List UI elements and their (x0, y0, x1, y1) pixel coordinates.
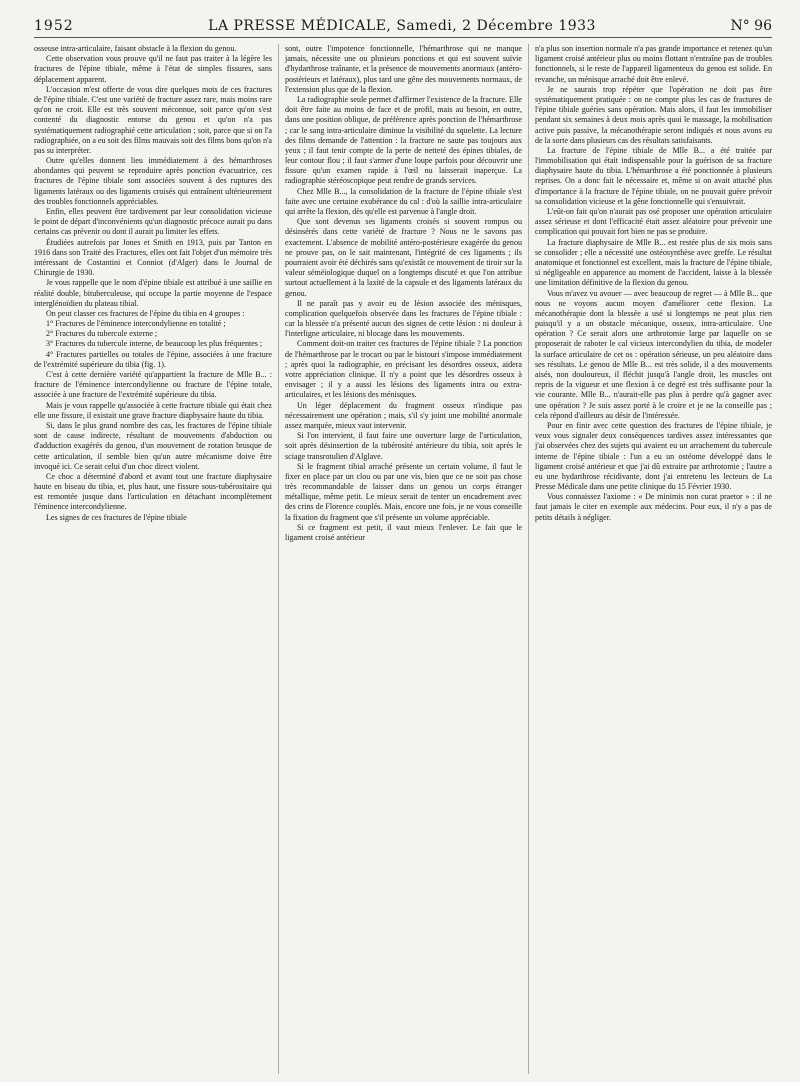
paragraph: Ce choc a déterminé d'abord et avant tout une fracture diaphysaire haute en biseau du tibia, et, plus haut, une fissure sous-tubérositaire qui est remontée jusque dans l'articulation en détachant incomplètement l'éminence intercondylienne. (34, 471, 272, 512)
column-middle (278, 44, 522, 1074)
paragraph: Si le fragment tibial arraché présente un certain volume, il faut le fixer en place par un clou ou par une vis, bien que ce ne soit pas chose très recommandable de laisser dans un genou un corps étranger métallique, même petit. Le mieux serait de tenter un encadrement avec des crins de Florence couplés. Mais, encore une fois, je ne vous conseille la fixation du fragment que s'il présente un volume appréciable. (285, 461, 522, 522)
paragraph: Enfin, elles peuvent être tardivement par leur consolidation vicieuse le point de départ d'inconvénients qu'un diagnostic précoce aurait pu dans certains cas prévenir ou dont il aurait pu limiter les effets. (34, 207, 272, 237)
paragraph: On peut classer ces fractures de l'épine du tibia en 4 groupes : (46, 308, 245, 318)
paragraph: La radiographie seule permet d'affirmer l'existence de la fracture. Elle doit être faite au moins de face et de profil, mais au besoin, en outre, dans une position oblique, de préférence après ponction de l'hémarthrose ; car le sang intra-articulaire diminue la visibilité du squelette. La lecture des films demande de l'attention : la fracture ne saute pas toujours aux yeux ; il faut tenir compte de la perte de netteté des épines tibiales, de leur contour flou ; il faut s'armer d'une loupe parfois pour découvrir une fissure qu'un examen rapide à l'œil nu laisserait inaperçue. La radiographie stéréoscopique peut rendre de grands services. (285, 94, 522, 186)
paragraph: L'occasion m'est offerte de vous dire quelques mots de ces fractures de l'épine tibiale. C'est une variété de fracture assez rare, mais moins rare qu'on ne croit. Elle est très souvent méconnue, soit parce qu'on s'est contenté du diagnostic entorse du genou et qu'on n'a pas systématiquement radiographié cette articulation ; soit, parce que si on l'a radiographiée, on a eu soit des films mauvais soit des films bons qu'on n'a pas su interpréter. (34, 84, 272, 155)
paragraph: La fracture de l'épine tibiale de Mlle B... a été traitée par l'immobilisation qui était indispensable pour la guérison de sa fracture diaphysaire haute du tibia. L'hémarthrose a été ponctionnée à plusieurs reprises. On a donc fait le nécessaire et, même si on avait attaché plus d'importance à la fracture de l'épine tibiale, on ne pouvait guère prévoir sa consolidation vicieuse et la gêne fonctionnelle qui s'ensuivrait. (535, 145, 772, 206)
paragraph: Si, dans le plus grand nombre des cas, les fractures de l'épine tibiale sont de cause indirecte, résultant de mouvements d'abduction ou d'adduction exagérés du genou, d'un mouvement de rotation brusque de cette articulation, il semble bien qu'un autre mécanisme doive être invoqué ici. Ce serait celui d'un choc direct violent. (34, 420, 272, 471)
paragraph: Pour en finir avec cette question des fractures de l'épine tibiale, je veux vous signaler deux conséquences tardives assez intéressantes que j'ai observées chez des sujets qui avaient eu un arrachement du tubercule interne de l'épine tibiale : l'un a eu un ostéome développé dans le ligament croisé antérieur et que j'ai dû extraire par arthrotomie ; l'autre a eu une hydarthrose récidivante, dont j'ai entretenu les lecteurs de La Presse Médicale dans une petite clinique du 15 Février 1930. (535, 420, 772, 492)
paragraph: Si ce fragment est petit, il vaut mieux l'enlever. Le fait que le ligament croisé antérieur (285, 522, 522, 542)
paragraph: Cette observation vous prouve qu'il ne faut pas traiter à la légère les fractures de l'épine tibiale, même à l'état de simples fissures, sans déplacement apparent. (34, 54, 272, 84)
paragraph: La fracture diaphysaire de Mlle B... est restée plus de six mois sans se consolider ; elle a nécessité une ostéosynthèse avec greffe. Le résultat anatomique et fonctionnel est excellent, mais la fracture de l'épine tibiale, si négligeable en apparence au moment de l'accident, laisse à la blessée une limitation définitive de la flexion du genou. (535, 237, 772, 288)
page-year: 1952 (34, 18, 74, 34)
issue-number: N° 96 (730, 18, 772, 34)
paragraph: Je vous rappelle que le nom d'épine tibiale est attribué à une saillie en réalité double, bituberculeuse, qui occupe la partie moyenne de l'espace interglénoïdien du plateau tibial. (34, 278, 272, 308)
paragraph: Étudiées autrefois par Jones et Smith en 1913, puis par Tanton en 1916 dans son Traité des Fractures, elles ont fait l'objet d'un mémoire très intéressant de Costantini et Conniot (d'Alger) dans le Journal de Chirurgie de 1930. (34, 237, 272, 278)
paragraph: Chez Mlle B..., la consolidation de la fracture de l'épine tibiale s'est faite avec une certaine exubérance du cal : d'où la saillie intra-articulaire qui arrête la flexion, dès qu'elle est parvenue à l'angle droit. (285, 186, 522, 216)
paragraph: Vous m'avez vu avouer — avec beaucoup de regret — à Mlle B... que nous ne voyons aucun moyen d'améliorer cette flexion. La mécanothérapie dont la blessée a usé si longtemps ne peut plus rien puisqu'il y a un obstacle mécanique, osseux, intra-articulaire. Une opération ? Ce serait alors une arthrotomie large par laquelle on se proposerait de raboter le cal vicieux intercondylien du tibia, de modeler la surface articulaire de cet os : opération sérieuse, un peu aléatoire dans ses résultats. Le genou de Mlle B... est très solide, il a des mouvements aisés, non douloureux, il fléchit jusqu'à l'angle droit, les muscles ont repris de la vigueur et une flexion à ce degré est très suffisante pour la vie courante. Mlle B... n'aurait-elle pas plus à perdre qu'à gagner avec une opération ? Je suis assez porté à le croire et je ne la conseille pas ; cela répond d'ailleurs au désir de l'intéressée. (535, 288, 772, 420)
paragraph: 2° Fractures du tubercule externe ; (46, 329, 158, 339)
paragraph: Mais je vous rappelle qu'associée à cette fracture tibiale qui était chez elle une fissure, il existait une grave fracture diaphysaire haute du tibia. (34, 400, 272, 420)
article-columns (34, 44, 772, 1074)
paragraph: Vous connaissez l'axiome : « De minimis non curat praetor » : il ne faut jamais le citer en exemple aux médecins. Pour eux, il n'y a pas de petits détails à négliger. (535, 492, 772, 522)
paragraph: Si l'on intervient, il faut faire une ouverture large de l'articulation, soit après désinsertion de la tubérosité antérieure du tibia, soit après le sciage transrotulien d'Alglave. (285, 431, 522, 461)
paragraph: 4° Fractures partielles ou totales de l'épine, associées à une fracture de l'extrémité supérieure du tibia (fig. 1). (34, 349, 272, 369)
paragraph: Les signes de ces fractures de l'épine tibiale (46, 512, 187, 522)
paragraph: Outre qu'elles donnent lieu immédiatement à des hémarthroses abondantes qui peuvent se reproduire après ponction évacuatrice, ces fractures de l'épine tibiale sont associées souvent à des ruptures des ligaments latéraux ou des ligaments croisés qui entraînent ultérieurement des troubles fonctionnels appréciables. (34, 156, 272, 206)
paragraph: 3° Fractures du tubercule interne, de beaucoup les plus fréquentes ; (46, 339, 263, 349)
paragraph: osseuse intra-articulaire, faisant obstacle à la flexion du genou. (34, 44, 237, 53)
paragraph: Je ne saurais trop répéter que l'opération ne doit pas être systématiquement pratiquée : on ne compte plus les cas de fractures de l'épine tibiale guéries sans opération. Mais alors, il faut les immobiliser pendant six semaines à deux mois après quoi le massage, la mobilisation active puis passive, la mécanothérapie seront indiqués et nous avons eu de la sorte dans plusieurs cas des résultats satisfaisants. (535, 84, 772, 145)
paragraph: C'est à cette dernière variété qu'appartient la fracture de Mlle B... : fracture de l'éminence intercondylienne ou fracture de l'épine totale, associée à une fracture de l'extrémité supérieure du tibia. (34, 370, 272, 400)
column-right (528, 44, 772, 1074)
paragraph: Il ne paraît pas y avoir eu de lésion associée des ménisques, complication quelquefois observée dans les fractures de l'épine tibiale : car la blessée n'a présenté aucun des signes de cette lésion : ni douleur à l'interligne articulaire, ni blocage dans les mouvements. (285, 298, 522, 339)
column-left (34, 44, 272, 1074)
journal-title: LA PRESSE MÉDICALE, Samedi, 2 Décembre 1933 (208, 18, 596, 34)
paragraph: sont, outre l'impotence fonctionnelle, l'hémarthrose qui ne manque jamais, nécessite une ou plusieurs ponctions et qui est souvent suivie d'hydarthrose traînante, et la présence de mouvements anormaux (antéro-postérieurs et latéraux), plus tard une gêne des mouvements normaux, de l'extension plus que de la flexion. (285, 44, 522, 94)
paragraph: 1° Fractures de l'éminence intercondylienne en totalité ; (46, 319, 226, 329)
paragraph: Comment doit-on traiter ces fractures de l'épine tibiale ? La ponction de l'hémarthrose par le trocart ou par le bistouri s'impose immédiatement ; après quoi la radiographie, en précisant les désordres osseux, aidera votre appréciation clinique. Il n'y a point que les désordres osseux à envisager ; il y a aussi les lésions des ligaments intra ou extra-articulaires, et les lésions des ménisques. (285, 339, 522, 400)
paragraph: Un léger déplacement du fragment osseux n'indique pas nécessairement une opération ; mais, s'il s'y joint une mobilité anormale assez marquée, mieux vaut intervenir. (285, 400, 522, 430)
paragraph: n'a plus son insertion normale n'a pas grande importance et retenez qu'un ligament croisé antérieur plus ou moins flottant n'entraîne pas de troubles fonctionnels, si le reste de l'appareil ligamenteux du genou est solide. En revanche, un ménisque arraché doit être enlevé. (535, 44, 772, 84)
paragraph: L'eût-on fait qu'on n'aurait pas osé proposer une opération articulaire assez sérieuse et dont l'efficacité était assez aléatoire pour prévenir une complication qui pouvait fort bien ne pas se produire. (535, 207, 772, 237)
paragraph: Que sont devenus ses ligaments croisés si souvent rompus ou désinsérés dans cette variété de fracture ? Nous ne le savons pas exactement. L'absence de mobilité antéro-postérieure exagérée du genou ne prouve pas, on le sait maintenant, l'intégrité de ces ligaments ; ils pourraient avoir été déchirés sans qu'existât ce mouvement de tiroir sur la valeur séméiologique duquel on a longtemps discuté et que l'on attribue surtout actuellement à la laxité de la capsule et des ligaments latéraux du genou. (285, 217, 522, 298)
page-header (34, 18, 772, 38)
